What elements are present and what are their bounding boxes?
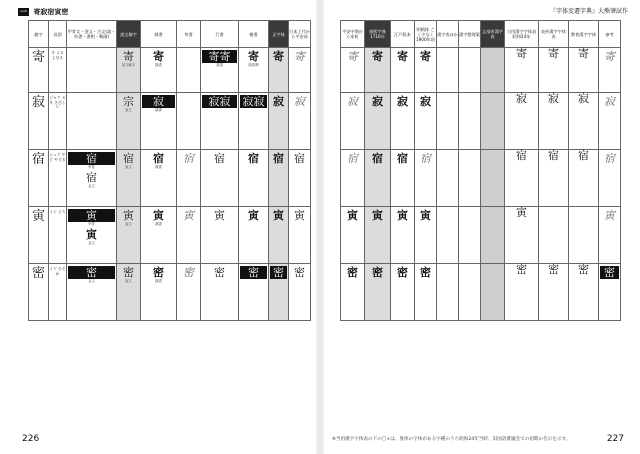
col-header-sosho: 草書	[177, 21, 201, 48]
shuowen-cell	[117, 264, 141, 321]
table-row	[29, 150, 311, 207]
glyph: 寂	[516, 92, 527, 105]
ancient-cell	[67, 150, 117, 207]
kyoiku-cell	[569, 264, 599, 321]
reading-text: シュク やど やどる	[49, 152, 66, 162]
glyph: 寅	[294, 209, 305, 222]
col-header-kanjihyo: 漢字表ほか	[437, 21, 459, 48]
table-row	[341, 93, 621, 150]
glyph: 寅	[214, 209, 225, 222]
col-header-edo: 江戸版本	[391, 21, 415, 48]
edo-cell	[391, 207, 415, 264]
glyph: 宿	[578, 149, 589, 162]
oyaji-char: 寂	[31, 95, 45, 110]
glyph-caption: 顔真卿	[248, 63, 259, 67]
glyph: 寂	[294, 95, 305, 108]
glyph: 寂	[273, 95, 284, 108]
col-header-ancient: 甲骨文・金文・古文(説・帛書・書相・戦國)	[67, 21, 117, 48]
heian-cell	[341, 48, 365, 93]
oyaji-char: 寅	[31, 209, 45, 224]
section-title	[18, 7, 68, 17]
kanjihyo-cell	[437, 207, 459, 264]
jodai-cell	[289, 207, 311, 264]
glyph: 密	[214, 266, 225, 279]
seijitai-cell	[269, 150, 289, 207]
right-character-table	[340, 20, 621, 321]
glyph-caption: 說文	[125, 165, 132, 169]
col-header-kaisho: 楷書	[239, 21, 269, 48]
ancient-cell	[67, 207, 117, 264]
glyph: 寅	[183, 209, 194, 222]
sanko-cell	[599, 93, 621, 150]
toyo-cell	[505, 150, 539, 207]
kanjihyo-cell	[437, 93, 459, 150]
col-header-toyo: 当用漢字字体表 昭和24年	[505, 21, 539, 48]
col-header-hyogai: 表外漢字字体表	[539, 21, 569, 48]
glyph: 寄	[372, 50, 383, 63]
gyosho-cell	[201, 48, 239, 93]
glyph: 密	[397, 266, 408, 279]
glyph: 宿	[86, 171, 97, 184]
book-gutter	[316, 0, 324, 454]
glyph: 寄	[294, 50, 305, 63]
glyph: 寅	[153, 209, 164, 222]
oyaji-cell	[29, 48, 49, 93]
sanko-cell	[599, 48, 621, 93]
mincho-cell	[415, 207, 437, 264]
glyph: 寂	[420, 95, 431, 108]
shuowen-cell	[117, 48, 141, 93]
glyph: 寄	[347, 50, 358, 63]
kanjihyo-cell	[437, 48, 459, 93]
glyph-caption: 隸書	[155, 279, 162, 283]
reisho-cell	[141, 264, 177, 321]
glyph: 宿	[214, 152, 225, 165]
seijitai-cell	[269, 264, 289, 321]
page-number: 227	[606, 434, 624, 444]
glyph: 密	[153, 266, 164, 279]
table-row	[341, 264, 621, 321]
glyph: 寂寂	[240, 95, 267, 108]
heian-cell	[341, 93, 365, 150]
glyph: 宿	[294, 152, 305, 165]
toyo-cell	[505, 93, 539, 150]
glyph-caption: 甲骨	[88, 165, 95, 169]
sanko-cell	[599, 207, 621, 264]
col-header-sanko: 参考	[599, 21, 621, 48]
table-row	[341, 48, 621, 93]
col-header-kangxi: 康熙字典 1716年	[365, 21, 391, 48]
glyph-caption: 隸書	[155, 63, 162, 67]
left-page	[8, 0, 316, 454]
oyaji-cell	[29, 93, 49, 150]
sosho-cell	[177, 93, 201, 150]
glyph: 寄	[397, 50, 408, 63]
seijitai-cell	[269, 93, 289, 150]
table-row	[29, 93, 311, 150]
glyph: 寅	[248, 209, 259, 222]
glyph: 宿	[372, 152, 383, 165]
onkun-cell	[49, 48, 67, 93]
glyph: 密	[240, 266, 267, 279]
section-number: 一	[20, 8, 27, 16]
left-character-table	[28, 20, 311, 321]
kaisho-cell	[239, 93, 269, 150]
glyph: 寄	[604, 50, 615, 63]
kangxi-cell	[365, 93, 391, 150]
seijitai-cell	[269, 48, 289, 93]
kanjihyo-cell	[437, 150, 459, 207]
kyoiku-cell	[569, 93, 599, 150]
monbusho-cell	[481, 48, 505, 93]
running-header: 『字体変遷字典』大熊肇試作	[549, 8, 628, 15]
onkun-cell	[49, 264, 67, 321]
glyph: 宿	[273, 152, 284, 165]
col-header-jodai: 日本上代から平安前	[289, 21, 311, 48]
sosho-cell	[177, 207, 201, 264]
glyph: 密	[68, 266, 115, 279]
monbusho-cell	[481, 207, 505, 264]
edo-cell	[391, 150, 415, 207]
glyph: 密	[420, 266, 431, 279]
oyaji-cell	[29, 207, 49, 264]
hyogai-cell	[539, 93, 569, 150]
footnote: ※当用漢字字体表の下の〇×は、異体の字体がある字種のうち昭和24年当時、旧国語審議会での初期の告示を示す。	[332, 437, 571, 442]
hyogai-cell	[539, 264, 569, 321]
glyph: 寄	[273, 50, 284, 63]
kangxi-cell	[365, 48, 391, 93]
glyph: 寅	[372, 209, 383, 222]
col-header-shuowen: 說文解字	[117, 21, 141, 48]
mincho-cell	[415, 48, 437, 93]
seiri-cell	[459, 150, 481, 207]
reisho-cell	[141, 150, 177, 207]
glyph-caption: 說文	[125, 279, 132, 283]
ancient-cell	[67, 48, 117, 93]
col-header-onkun: 音訓	[49, 21, 67, 48]
oyaji-char: 寄	[31, 50, 45, 65]
glyph: 寄	[153, 50, 164, 63]
monbusho-cell	[481, 264, 505, 321]
monbusho-cell	[481, 93, 505, 150]
glyph: 宿	[516, 149, 527, 162]
ancient-cell	[67, 93, 117, 150]
glyph: 密	[600, 266, 619, 279]
glyph: 密	[372, 266, 383, 279]
glyph: 寂	[397, 95, 408, 108]
glyph: 宗	[123, 95, 134, 108]
col-header-seiri: 漢字整理案	[459, 21, 481, 48]
reisho-cell	[141, 207, 177, 264]
seiri-cell	[459, 207, 481, 264]
oyaji-char: 密	[31, 266, 45, 281]
reading-text: イン とら	[49, 209, 66, 214]
gyosho-cell	[201, 264, 239, 321]
col-header-mincho: 明朝体 ごく少なく 1900年頃	[415, 21, 437, 48]
kangxi-cell	[365, 150, 391, 207]
glyph: 密	[548, 263, 559, 276]
oyaji-char: 宿	[31, 152, 45, 167]
glyph: 寂	[142, 95, 175, 108]
glyph: 寄	[516, 47, 527, 60]
right-header-row	[341, 21, 621, 48]
mincho-cell	[415, 93, 437, 150]
kaisho-cell	[239, 264, 269, 321]
table-row	[341, 150, 621, 207]
glyph: 宿	[420, 152, 431, 165]
glyph: 寅	[123, 209, 134, 222]
glyph-caption: 隸書	[155, 222, 162, 226]
glyph-caption: 隷書	[155, 108, 162, 112]
jodai-cell	[289, 48, 311, 93]
glyph: 宿	[397, 152, 408, 165]
toyo-cell	[505, 48, 539, 93]
glyph: 宿	[248, 152, 259, 165]
glyph: 宿	[153, 152, 164, 165]
kangxi-cell	[365, 207, 391, 264]
section-characters: 寄寂宿寅密	[33, 8, 69, 16]
toyo-cell	[505, 207, 539, 264]
seiri-cell	[459, 93, 481, 150]
glyph: 寂	[604, 95, 615, 108]
mincho-cell	[415, 150, 437, 207]
kaisho-cell	[239, 48, 269, 93]
glyph: 寄	[420, 50, 431, 63]
glyph-caption: 甲骨	[88, 222, 95, 226]
glyph: 寂	[578, 92, 589, 105]
hyogai-cell	[539, 48, 569, 93]
glyph: 密	[183, 266, 194, 279]
jodai-cell	[289, 93, 311, 150]
glyph: 寅	[604, 209, 615, 222]
reisho-cell	[141, 48, 177, 93]
glyph: 寅	[273, 209, 284, 222]
oyaji-cell	[29, 150, 49, 207]
glyph: 寂寂	[202, 95, 237, 108]
reisho-cell	[141, 93, 177, 150]
glyph: 寄	[578, 47, 589, 60]
gyosho-cell	[201, 93, 239, 150]
sosho-cell	[177, 150, 201, 207]
table-row	[29, 207, 311, 264]
glyph: 寂	[372, 95, 383, 108]
heian-cell	[341, 264, 365, 321]
edo-cell	[391, 48, 415, 93]
glyph: 寄	[248, 50, 259, 63]
right-page	[324, 0, 632, 454]
glyph: 寅	[68, 209, 115, 222]
glyph-caption: 隸書	[155, 165, 162, 169]
glyph-caption: 金文	[88, 279, 95, 283]
glyph: 宿	[123, 152, 134, 165]
jodai-cell	[289, 150, 311, 207]
gyosho-cell	[201, 150, 239, 207]
heian-cell	[341, 150, 365, 207]
glyph: 寂	[347, 95, 358, 108]
glyph: 寄	[548, 47, 559, 60]
seiri-cell	[459, 48, 481, 93]
glyph: 寂	[548, 92, 559, 105]
gyosho-cell	[201, 207, 239, 264]
edo-cell	[391, 264, 415, 321]
glyph: 密	[294, 266, 305, 279]
glyph: 宿	[68, 152, 115, 165]
glyph: 密	[347, 266, 358, 279]
kyoiku-cell	[569, 48, 599, 93]
glyph: 寅	[397, 209, 408, 222]
glyph: 寅	[347, 209, 358, 222]
hyogai-cell	[539, 150, 569, 207]
table-row	[29, 264, 311, 321]
glyph: 寅	[420, 209, 431, 222]
glyph: 宿	[548, 149, 559, 162]
glyph: 寄	[123, 50, 134, 63]
reading-text: キ よる よせる	[51, 50, 64, 60]
glyph: 寅	[86, 228, 97, 241]
kaisho-cell	[239, 150, 269, 207]
col-header-reisho: 隷書	[141, 21, 177, 48]
glyph-caption: 說文	[125, 108, 132, 112]
kanjihyo-cell	[437, 264, 459, 321]
onkun-cell	[49, 150, 67, 207]
col-header-monbusho: 文部省漢字表	[481, 21, 505, 48]
col-header-seijitai: 正字体	[269, 21, 289, 48]
glyph: 寅	[516, 206, 527, 219]
glyph-caption: 說文解字	[121, 63, 136, 67]
left-header-row	[29, 21, 311, 48]
sosho-cell	[177, 48, 201, 93]
sanko-cell	[599, 264, 621, 321]
glyph: 密	[270, 266, 287, 279]
glyph: 密	[578, 263, 589, 276]
reading-text: ジャク セキ さびしい	[49, 95, 66, 109]
glyph: 密	[123, 266, 134, 279]
glyph: 宿	[347, 152, 358, 165]
glyph: 宿	[604, 152, 615, 165]
shuowen-cell	[117, 207, 141, 264]
kyoiku-cell	[569, 150, 599, 207]
jodai-cell	[289, 264, 311, 321]
glyph-caption: 金文	[88, 184, 95, 188]
glyph-caption: 書譜	[216, 63, 223, 67]
shuowen-cell	[117, 150, 141, 207]
hyogai-cell	[539, 207, 569, 264]
onkun-cell	[49, 93, 67, 150]
toyo-cell	[505, 264, 539, 321]
sosho-cell	[177, 264, 201, 321]
monbusho-cell	[481, 150, 505, 207]
glyph: 寄寄	[202, 50, 237, 63]
mincho-cell	[415, 264, 437, 321]
col-header-kyoiku: 教育漢字字体	[569, 21, 599, 48]
kyoiku-cell	[569, 207, 599, 264]
table-row	[29, 48, 311, 93]
edo-cell	[391, 93, 415, 150]
reading-text: ミツ ひそか	[49, 266, 66, 276]
col-header-heian: 平安中期から室町	[341, 21, 365, 48]
table-row	[341, 207, 621, 264]
col-header-oyaji: 親字	[29, 21, 49, 48]
glyph-caption: 金文	[88, 241, 95, 245]
oyaji-cell	[29, 264, 49, 321]
heian-cell	[341, 207, 365, 264]
glyph: 宿	[183, 152, 194, 165]
glyph: 密	[516, 263, 527, 276]
kaisho-cell	[239, 207, 269, 264]
shuowen-cell	[117, 93, 141, 150]
seiri-cell	[459, 264, 481, 321]
kangxi-cell	[365, 264, 391, 321]
page-number: 226	[22, 434, 40, 444]
ancient-cell	[67, 264, 117, 321]
glyph-caption: 說文	[125, 222, 132, 226]
col-header-gyosho: 行書	[201, 21, 239, 48]
seijitai-cell	[269, 207, 289, 264]
onkun-cell	[49, 207, 67, 264]
sanko-cell	[599, 150, 621, 207]
